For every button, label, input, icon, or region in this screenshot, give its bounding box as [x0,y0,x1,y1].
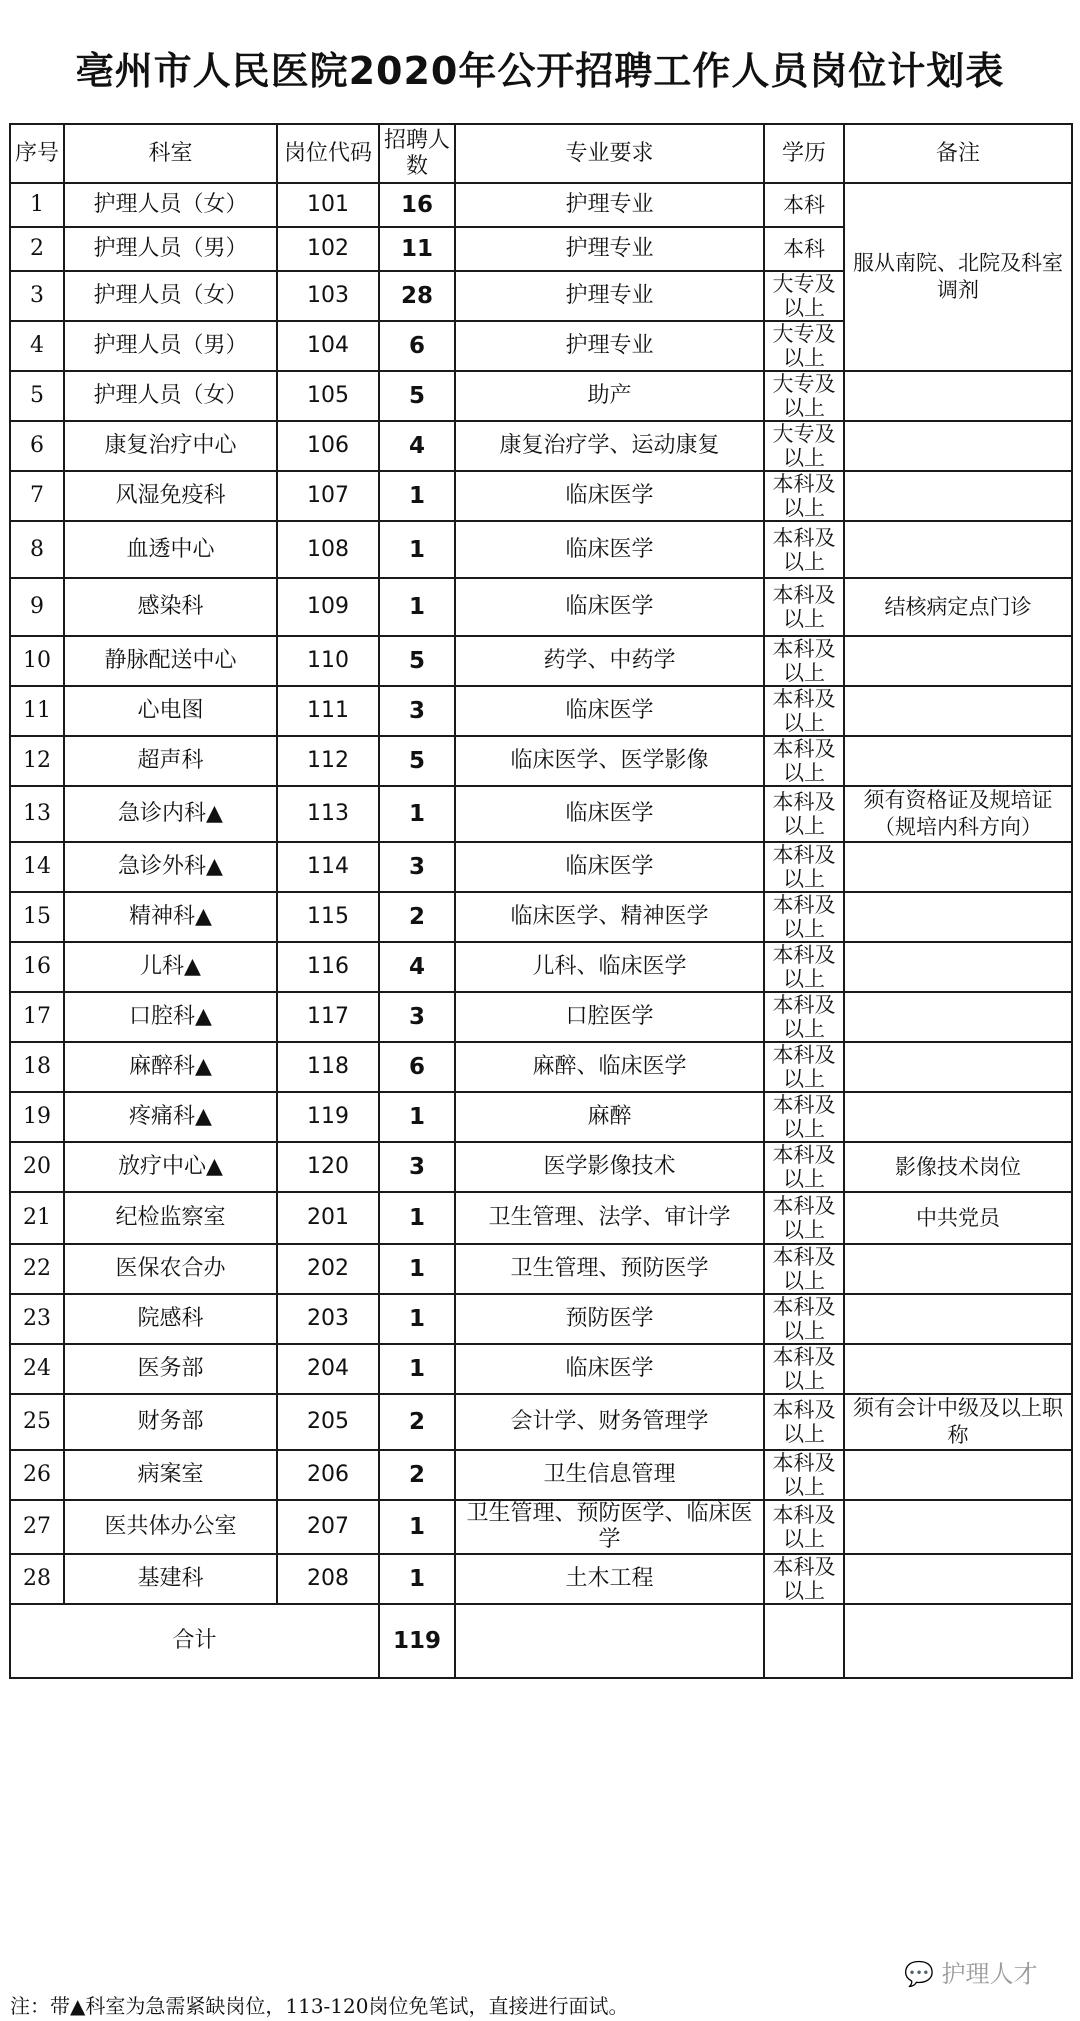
row-major: 护理专业 [455,271,764,321]
row-dept: 护理人员（女） [64,271,277,321]
row-no: 4 [10,321,64,371]
table-row [10,942,1072,992]
row-dept: 护理人员（女） [64,183,277,227]
row-count: 2 [379,1450,455,1500]
row-code: 120 [277,1142,379,1192]
row-major: 助产 [455,371,764,421]
row-edu: 本科及以上 [764,942,844,992]
row-no: 27 [10,1500,64,1554]
table-row [10,183,1072,227]
row-dept: 护理人员（男） [64,227,277,271]
row-code: 110 [277,636,379,686]
row-major: 临床医学 [455,1344,764,1394]
row-count: 4 [379,421,455,471]
table-row [10,686,1072,736]
row-major: 临床医学、精神医学 [455,892,764,942]
row-no: 19 [10,1092,64,1142]
row-code: 113 [277,786,379,842]
row-note [844,992,1072,1042]
row-no: 17 [10,992,64,1042]
row-code: 202 [277,1244,379,1294]
row-edu: 本科及以上 [764,578,844,636]
row-count: 1 [379,1344,455,1394]
row-no: 1 [10,183,64,227]
row-count: 1 [379,786,455,842]
row-major: 临床医学 [455,578,764,636]
row-count: 2 [379,1394,455,1450]
header-no: 序号 [10,124,64,183]
row-edu: 本科及以上 [764,1554,844,1604]
row-edu: 本科及以上 [764,521,844,578]
table-row [10,421,1072,471]
row-count: 3 [379,686,455,736]
row-no: 10 [10,636,64,686]
total-row [10,1604,1072,1678]
row-edu: 大专及以上 [764,371,844,421]
row-dept: 精神科▲ [64,892,277,942]
row-major: 口腔医学 [455,992,764,1042]
row-major: 药学、中药学 [455,636,764,686]
row-note [844,521,1072,578]
row-count: 3 [379,1142,455,1192]
row-dept: 放疗中心▲ [64,1142,277,1192]
row-major: 卫生信息管理 [455,1450,764,1500]
row-no: 28 [10,1554,64,1604]
chat-bubble-icon: 💬 [904,1960,934,1988]
row-edu: 本科及以上 [764,736,844,786]
row-edu: 本科及以上 [764,636,844,686]
row-major: 麻醉、临床医学 [455,1042,764,1092]
row-note: 中共党员 [844,1192,1072,1244]
row-count: 5 [379,736,455,786]
row-major: 预防医学 [455,1294,764,1344]
row-edu: 本科及以上 [764,1450,844,1500]
row-code: 101 [277,183,379,227]
row-dept: 病案室 [64,1450,277,1500]
header-edu: 学历 [764,124,844,183]
row-no: 12 [10,736,64,786]
row-no: 23 [10,1294,64,1344]
row-count: 5 [379,371,455,421]
row-count: 6 [379,1042,455,1092]
table-row [10,786,1072,842]
row-dept: 医务部 [64,1344,277,1394]
row-edu: 大专及以上 [764,421,844,471]
row-note [844,471,1072,521]
row-major: 卫生管理、预防医学、临床医学 [455,1500,764,1554]
row-note [844,1450,1072,1500]
row-dept: 风湿免疫科 [64,471,277,521]
row-code: 117 [277,992,379,1042]
row-dept: 静脉配送中心 [64,636,277,686]
row-no: 11 [10,686,64,736]
total-label: 合计 [10,1604,379,1678]
row-no: 7 [10,471,64,521]
header-dept: 科室 [64,124,277,183]
row-edu: 本科及以上 [764,1192,844,1244]
table-row [10,1092,1072,1142]
row-count: 28 [379,271,455,321]
row-dept: 急诊内科▲ [64,786,277,842]
total-empty-major [455,1604,764,1678]
row-major: 护理专业 [455,321,764,371]
row-edu: 本科及以上 [764,686,844,736]
row-note [844,371,1072,421]
row-dept: 麻醉科▲ [64,1042,277,1092]
row-major: 儿科、临床医学 [455,942,764,992]
table-row [10,1142,1072,1192]
row-count: 5 [379,636,455,686]
table-row [10,1394,1072,1450]
row-edu: 本科及以上 [764,1244,844,1294]
header-major: 专业要求 [455,124,764,183]
watermark [904,1954,1038,1989]
row-code: 108 [277,521,379,578]
header-note: 备注 [844,124,1072,183]
row-count: 11 [379,227,455,271]
row-code: 104 [277,321,379,371]
row-code: 119 [277,1092,379,1142]
page-title: 亳州市人民医院2020年公开招聘工作人员岗位计划表 [75,49,1005,93]
row-note-merged: 服从南院、北院及科室调剂 [844,183,1072,371]
row-count: 3 [379,992,455,1042]
row-dept: 护理人员（男） [64,321,277,371]
row-note [844,942,1072,992]
row-major: 卫生管理、预防医学 [455,1244,764,1294]
row-count: 2 [379,892,455,942]
row-no: 21 [10,1192,64,1244]
row-dept: 口腔科▲ [64,992,277,1042]
row-code: 107 [277,471,379,521]
row-major: 临床医学 [455,786,764,842]
row-edu: 本科 [764,183,844,227]
row-no: 13 [10,786,64,842]
row-count: 1 [379,578,455,636]
row-no: 16 [10,942,64,992]
table-row [10,892,1072,942]
table-row [10,736,1072,786]
row-count: 3 [379,842,455,892]
row-major: 临床医学 [455,842,764,892]
row-dept: 感染科 [64,578,277,636]
row-code: 205 [277,1394,379,1450]
header-count: 招聘人数 [379,124,455,183]
row-edu: 本科及以上 [764,1394,844,1450]
table-row [10,842,1072,892]
row-note [844,1294,1072,1344]
row-no: 9 [10,578,64,636]
table-row [10,1450,1072,1500]
row-note [844,736,1072,786]
row-dept: 急诊外科▲ [64,842,277,892]
row-count: 4 [379,942,455,992]
row-edu: 本科及以上 [764,1500,844,1554]
row-dept: 疼痛科▲ [64,1092,277,1142]
row-no: 14 [10,842,64,892]
row-code: 109 [277,578,379,636]
total-empty-note [844,1604,1072,1678]
row-code: 112 [277,736,379,786]
row-dept: 财务部 [64,1394,277,1450]
row-code: 201 [277,1192,379,1244]
row-count: 1 [379,1192,455,1244]
table-row [10,1344,1072,1394]
table-row [10,1554,1072,1604]
row-count: 1 [379,1294,455,1344]
row-count: 1 [379,1092,455,1142]
row-code: 208 [277,1554,379,1604]
row-no: 6 [10,421,64,471]
row-major: 会计学、财务管理学 [455,1394,764,1450]
row-count: 16 [379,183,455,227]
row-note [844,686,1072,736]
row-code: 105 [277,371,379,421]
row-edu: 大专及以上 [764,271,844,321]
row-major: 护理专业 [455,227,764,271]
row-count: 1 [379,1244,455,1294]
total-empty-edu [764,1604,844,1678]
table-row [10,1500,1072,1554]
row-note: 结核病定点门诊 [844,578,1072,636]
row-no: 20 [10,1142,64,1192]
row-code: 115 [277,892,379,942]
row-no: 22 [10,1244,64,1294]
row-edu: 本科及以上 [764,786,844,842]
row-major: 康复治疗学、运动康复 [455,421,764,471]
row-edu: 本科及以上 [764,1294,844,1344]
row-edu: 本科及以上 [764,1344,844,1394]
table-row [10,371,1072,421]
row-note [844,636,1072,686]
recruitment-table [9,123,1073,1679]
row-code: 106 [277,421,379,471]
row-no: 15 [10,892,64,942]
row-code: 111 [277,686,379,736]
row-major: 护理专业 [455,183,764,227]
table-row [10,1042,1072,1092]
row-note [844,842,1072,892]
row-major: 临床医学 [455,686,764,736]
row-major: 土木工程 [455,1554,764,1604]
row-no: 2 [10,227,64,271]
table-row [10,471,1072,521]
row-code: 102 [277,227,379,271]
row-note [844,1344,1072,1394]
row-code: 116 [277,942,379,992]
table-row [10,1244,1072,1294]
row-note [844,421,1072,471]
row-no: 18 [10,1042,64,1092]
row-code: 207 [277,1500,379,1554]
row-edu: 本科及以上 [764,1142,844,1192]
row-edu: 本科及以上 [764,842,844,892]
row-count: 1 [379,521,455,578]
row-dept: 医保农合办 [64,1244,277,1294]
row-note [844,1500,1072,1554]
row-code: 114 [277,842,379,892]
row-count: 1 [379,1500,455,1554]
row-no: 25 [10,1394,64,1450]
table-row [10,636,1072,686]
row-edu: 本科 [764,227,844,271]
row-note: 须有会计中级及以上职称 [844,1394,1072,1450]
row-count: 1 [379,1554,455,1604]
row-major: 卫生管理、法学、审计学 [455,1192,764,1244]
watermark-text: 护理人才 [941,1960,1038,1988]
row-dept: 超声科 [64,736,277,786]
table-header-row [10,124,1072,183]
row-code: 204 [277,1344,379,1394]
row-major: 临床医学 [455,521,764,578]
row-edu: 本科及以上 [764,1092,844,1142]
row-no: 8 [10,521,64,578]
table-row [10,578,1072,636]
row-dept: 儿科▲ [64,942,277,992]
row-dept: 护理人员（女） [64,371,277,421]
row-edu: 本科及以上 [764,992,844,1042]
row-dept: 血透中心 [64,521,277,578]
row-major: 临床医学、医学影像 [455,736,764,786]
row-code: 203 [277,1294,379,1344]
row-dept: 心电图 [64,686,277,736]
row-code: 103 [277,271,379,321]
footnote: 注：带▲科室为急需紧缺岗位，113-120岗位免笔试，直接进行面试。 [10,1994,629,2018]
row-note [844,1244,1072,1294]
row-edu: 本科及以上 [764,892,844,942]
table-row [10,521,1072,578]
row-edu: 本科及以上 [764,1042,844,1092]
row-note [844,1092,1072,1142]
row-edu: 大专及以上 [764,321,844,371]
table-row [10,992,1072,1042]
row-note: 须有资格证及规培证（规培内科方向） [844,786,1072,842]
row-no: 5 [10,371,64,421]
row-count: 1 [379,471,455,521]
row-dept: 基建科 [64,1554,277,1604]
row-note [844,892,1072,942]
row-count: 6 [379,321,455,371]
row-no: 26 [10,1450,64,1500]
row-major: 麻醉 [455,1092,764,1142]
row-edu: 本科及以上 [764,471,844,521]
row-note [844,1042,1072,1092]
table-row [10,1294,1072,1344]
row-no: 3 [10,271,64,321]
total-count: 119 [379,1604,455,1678]
row-note [844,1554,1072,1604]
table-row [10,1192,1072,1244]
row-dept: 院感科 [64,1294,277,1344]
row-code: 206 [277,1450,379,1500]
row-no: 24 [10,1344,64,1394]
row-code: 118 [277,1042,379,1092]
row-major: 医学影像技术 [455,1142,764,1192]
row-dept: 纪检监察室 [64,1192,277,1244]
row-note: 影像技术岗位 [844,1142,1072,1192]
row-dept: 康复治疗中心 [64,421,277,471]
header-code: 岗位代码 [277,124,379,183]
row-dept: 医共体办公室 [64,1500,277,1554]
row-major: 临床医学 [455,471,764,521]
